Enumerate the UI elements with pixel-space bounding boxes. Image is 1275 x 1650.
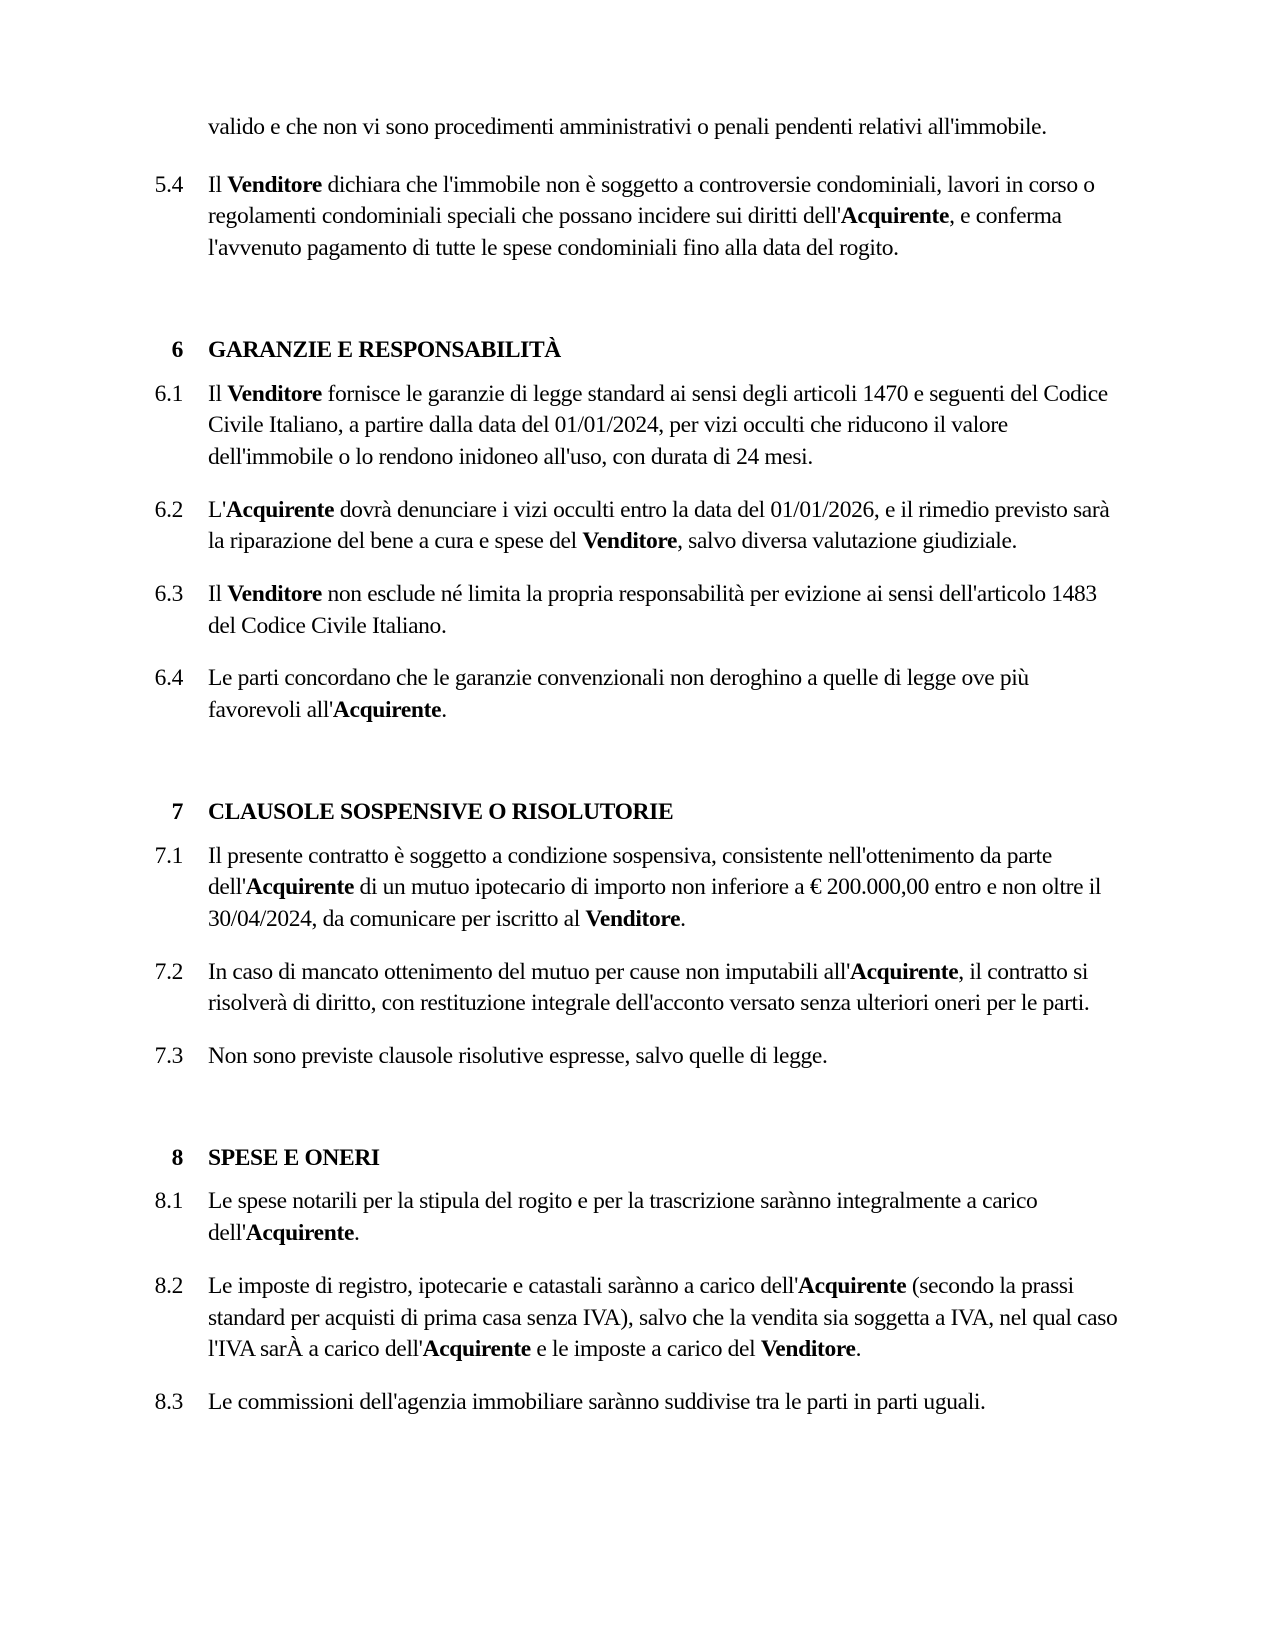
text-run: e le imposte a carico del xyxy=(530,1336,761,1363)
section-number: 7 xyxy=(171,798,183,825)
clause-item xyxy=(150,841,1125,936)
text-run: , e conferma l'avvenuto pagamento di tutte le spese condominiali fino alla data del rogito. xyxy=(208,203,1062,262)
text-run: Il presente contratto è soggetto a condizione sospensiva, consistente nell'ottenimento da parte dell' xyxy=(208,842,1052,901)
clause-number: 8.1 xyxy=(154,1188,183,1215)
section-heading xyxy=(150,1143,1125,1175)
clause-number: 7.2 xyxy=(154,958,183,985)
defined-term: Venditore xyxy=(760,1336,856,1363)
text-run: L' xyxy=(208,496,226,523)
text-run: . xyxy=(441,697,447,724)
text-run: . xyxy=(680,905,686,932)
clause-text xyxy=(208,663,1120,726)
text-run: Il xyxy=(208,171,228,198)
clause-text xyxy=(208,170,1120,265)
clause-number: 6.1 xyxy=(154,380,183,407)
text-run: dichiara che l'immobile non è soggetto a controversie condominiali, lavori in corso o regolamenti condominiali speciali che possano incidere sui diritti dell' xyxy=(208,171,1095,230)
text-run: Le imposte di registro, ipotecarie e catastali sarànno a carico dell' xyxy=(208,1272,798,1299)
continuation-paragraph xyxy=(208,112,1120,144)
defined-term: Venditore xyxy=(227,380,322,407)
clause-item xyxy=(150,1186,1125,1249)
text-run: , salvo diversa valutazione giudiziale. xyxy=(677,528,1018,555)
section-heading xyxy=(150,797,1125,829)
clause-text xyxy=(208,495,1120,558)
defined-term: Venditore xyxy=(227,171,322,198)
clause-text xyxy=(208,379,1120,474)
clause-number: 6.2 xyxy=(154,496,183,523)
text-run: dovrà denunciare i vizi occulti entro la data del 01/01/2026, e il rimedio previsto sarà la riparazione del bene a cura e spese del xyxy=(208,496,1110,555)
clause-item xyxy=(150,1387,1125,1419)
text-run: non esclude né limita la propria responsabilità per evizione ai sensi dell'articolo 1483 del Codice Civile Italiano. xyxy=(208,581,1097,639)
section-title: CLAUSOLE SOSPENSIVE O RISOLUTORIE xyxy=(208,798,674,825)
clause-item xyxy=(150,663,1125,726)
defined-term: Acquirente xyxy=(225,496,335,523)
clause-number: 7.3 xyxy=(154,1043,183,1070)
defined-term: Acquirente xyxy=(849,958,959,985)
section-heading xyxy=(150,335,1125,367)
clause-item xyxy=(150,170,1125,265)
defined-term: Acquirente xyxy=(422,1336,531,1363)
text-run: di un mutuo ipotecario di importo non inferiore a € 200.000,00 entro e non oltre il 30/04/2024, da comunicare per iscritto al xyxy=(208,874,1102,932)
section-title: SPESE E ONERI xyxy=(208,1144,380,1171)
text-run: Le commissioni dell'agenzia immobiliare sarànno suddivise tra le parti in parti uguali. xyxy=(208,1388,986,1415)
defined-term: Acquirente xyxy=(798,1272,907,1299)
clause-item xyxy=(150,579,1125,642)
text-run: fornisce le garanzie di legge standard ai sensi degli articoli 1470 e seguenti del Codice Civile Italiano, a partire dalla data del 01/01/2024, per vizi occulti che riducono il valore dell'immobile o lo rendono inidoneo all'uso, con durata di 24 mesi. xyxy=(208,380,1108,470)
clause-text xyxy=(208,579,1120,642)
clause-number: 5.4 xyxy=(154,171,183,198)
clause-number: 7.1 xyxy=(154,842,183,869)
clause-text xyxy=(208,1041,827,1073)
text-run: Il xyxy=(208,581,228,608)
defined-term: Acquirente xyxy=(840,203,950,230)
clause-number: 6.3 xyxy=(154,581,183,608)
text-run: In caso di mancato ottenimento del mutuo per cause non imputabili all' xyxy=(208,958,850,985)
clause-text xyxy=(208,841,1120,936)
document-body xyxy=(150,170,1125,1419)
clause-text xyxy=(208,1271,1120,1366)
text-run: , il contratto si risolverà di diritto, con restituzione integrale dell'acconto versato senza ulteriori oneri per le parti. xyxy=(208,958,1090,1017)
clause-number: 8.2 xyxy=(154,1272,183,1299)
defined-term: Acquirente xyxy=(332,697,442,724)
section-title: GARANZIE E RESPONSABILITÀ xyxy=(208,336,561,363)
clause-number: 8.3 xyxy=(154,1388,183,1415)
defined-term: Venditore xyxy=(585,905,681,932)
section-number: 8 xyxy=(171,1144,183,1171)
text-run: Il xyxy=(208,380,228,407)
clause-text xyxy=(208,1186,1120,1249)
clause-item xyxy=(150,1271,1125,1366)
text-run: . xyxy=(855,1336,862,1363)
defined-term: Acquirente xyxy=(245,874,355,901)
defined-term: Acquirente xyxy=(245,1220,355,1247)
text-run: Le spese notarili per la stipula del rogito e per la trascrizione sarànno integralmente a carico dell' xyxy=(208,1188,1038,1247)
section-number: 6 xyxy=(171,336,183,363)
text-run: Non sono previste clausole risolutive espresse, salvo quelle di legge. xyxy=(208,1043,828,1070)
text-run: Le parti concordano che le garanzie convenzionali non deroghino a quelle di legge ove più favorevoli all' xyxy=(208,665,1029,724)
defined-term: Venditore xyxy=(227,581,322,608)
clause-item xyxy=(150,379,1125,474)
text-run: . xyxy=(354,1220,360,1247)
clause-text xyxy=(208,1387,986,1419)
clause-item xyxy=(150,957,1125,1020)
text-run: (secondo la prassi standard per acquisti di prima casa senza IVA), salvo che la vendita sia soggetta a IVA, nel qual caso l'IVA sarÀ a carico dell' xyxy=(208,1272,1118,1363)
clause-item xyxy=(150,1041,1125,1073)
text-run: valido e che non vi sono procedimenti amministrativi o penali pendenti relativi all'immobile. xyxy=(208,114,1047,140)
defined-term: Venditore xyxy=(582,528,678,555)
clause-number: 6.4 xyxy=(154,665,183,692)
clause-item xyxy=(150,495,1125,558)
clause-text xyxy=(208,957,1120,1020)
